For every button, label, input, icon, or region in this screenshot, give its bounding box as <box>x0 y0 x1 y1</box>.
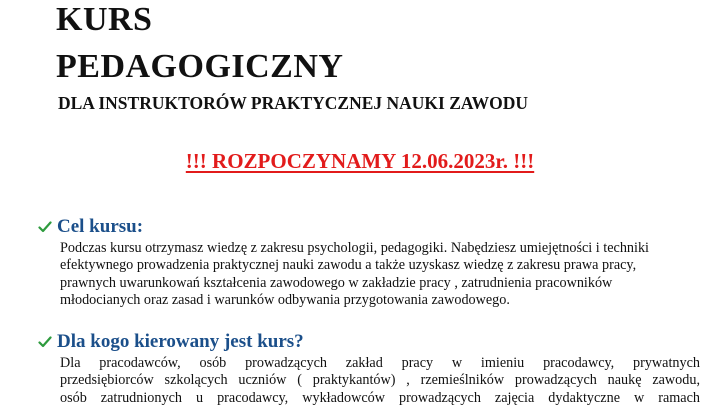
checkmark-icon <box>38 335 52 349</box>
subtitle: DLA INSTRUKTORÓW PRAKTYCZNEJ NAUKI ZAWODU <box>58 93 528 113</box>
body-line: Podczas kursu otrzymasz wiedzę z zakresu psychologii, pedagogiki. Nabędziesz umiejętności i techniki <box>60 240 649 256</box>
start-date-announcement: !!! ROZPOCZYNAMY 12.06.2023r. !!! <box>185 149 535 173</box>
section-heading-text: Dla kogo kierowany jest kurs? <box>57 331 304 352</box>
section-body <box>60 240 700 309</box>
title-line-1: KURS <box>56 1 153 38</box>
body-line: młodocianych oraz zasad i warunków odbywania przygotowania zawodowego. <box>60 291 510 308</box>
section-heading <box>38 216 700 238</box>
section-body <box>60 355 700 407</box>
section-heading-text: Cel kursu: <box>57 216 144 237</box>
body-line: efektywnego prowadzenia praktycznej nauki zawodu a także uzyskasz wiedzę z zakresu prawa pracy, <box>60 257 637 274</box>
title-line-2: PEDAGOGICZNY <box>56 48 344 85</box>
checkmark-icon <box>38 220 52 234</box>
body-line: przedsiębiorców szkolących uczniów ( praktykantów) , rzemieślników prowadzących naukę zawodu, <box>60 372 700 389</box>
body-line: osób zatrudnionych u pracodawcy, wykładowców prowadzących zajęcia dydaktyczne w ramach <box>60 389 700 406</box>
section-course-goal <box>38 216 700 309</box>
body-line: prawnych uwarunkowań kształcenia zawodowego w zakładzie pracy , zatrudnienia pracowników <box>60 274 613 291</box>
section-heading <box>38 331 700 353</box>
body-line: Dla pracodawców, osób prowadzących zakład pracy w imieniu pracodawcy, prywatnych <box>60 355 700 371</box>
section-target-audience <box>38 331 700 407</box>
